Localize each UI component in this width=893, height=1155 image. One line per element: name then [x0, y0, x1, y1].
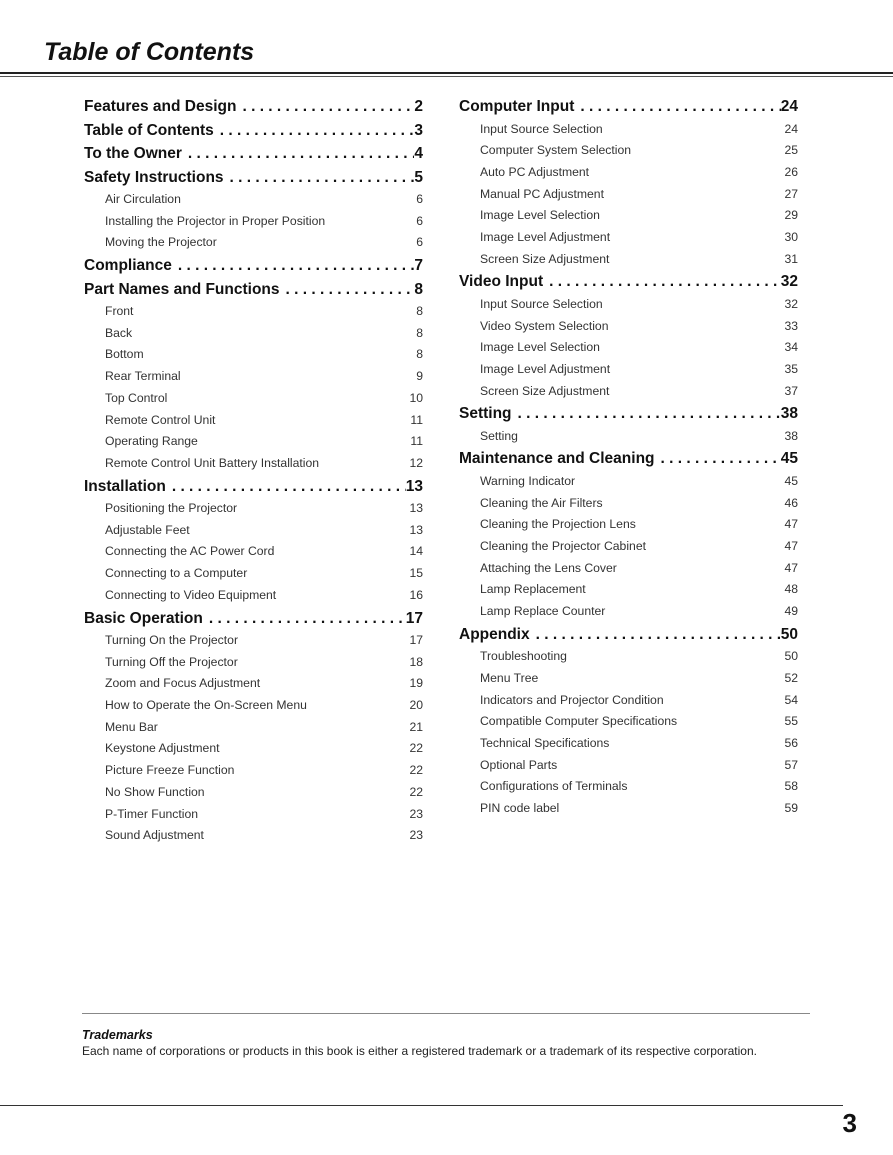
- toc-subsection-entry: [84, 695, 423, 717]
- toc-entry-title: Table of Contents: [84, 121, 214, 139]
- toc-entry-title: Installing the Projector in Proper Position: [105, 213, 326, 228]
- toc-page-number: 8: [416, 347, 423, 362]
- toc-entry-title: Basic Operation: [84, 609, 203, 627]
- toc-subsection-entry: [84, 410, 423, 432]
- toc-section-entry: [84, 166, 423, 190]
- toc-entry-title: Optional Parts: [480, 757, 558, 772]
- toc-entry-title: PIN code label: [480, 801, 560, 816]
- toc-page-number: 25: [784, 143, 798, 158]
- toc-entry-title: Cleaning the Projector Cabinet: [480, 539, 646, 553]
- toc-entry-title: Top Control: [105, 390, 168, 405]
- toc-page-number: 32: [784, 296, 798, 311]
- toc-entry-title: How to Operate the On-Screen Menu: [105, 698, 307, 713]
- toc-page-number: 3: [414, 121, 423, 139]
- toc-subsection-entry: [84, 431, 423, 453]
- toc-subsection-entry: [459, 601, 798, 623]
- toc-page-number: 47: [784, 517, 798, 532]
- toc-page-number: 30: [784, 229, 798, 244]
- toc-page-number: 47: [784, 539, 798, 553]
- toc-entry-title: Computer Input: [459, 98, 575, 115]
- toc-subsection-entry: [84, 585, 423, 607]
- bottom-rule: [0, 1105, 843, 1106]
- toc-entry-title: Cleaning the Air Filters: [480, 495, 603, 510]
- toc-page-number: 29: [784, 208, 798, 223]
- toc-page-number: 4: [414, 145, 423, 162]
- toc-subsection-entry: [459, 558, 798, 580]
- toc-page-number: 49: [784, 604, 798, 619]
- title-rule: [0, 72, 893, 74]
- toc-entry-title: Sound Adjustment: [105, 828, 204, 843]
- toc-page-number: 17: [409, 633, 423, 647]
- toc-entry-title: Maintenance and Cleaning: [459, 450, 655, 468]
- toc-section-entry: [84, 278, 423, 302]
- dot-leader: [536, 623, 781, 647]
- toc-page-number: 22: [409, 784, 423, 799]
- toc-subsection-entry: [84, 388, 423, 410]
- toc-subsection-entry: [84, 453, 423, 475]
- toc-subsection-entry: [459, 690, 798, 712]
- title-rule-thin: [0, 76, 893, 77]
- toc-entry-title: Image Level Adjustment: [480, 361, 611, 376]
- toc-page-number: 11: [410, 412, 423, 427]
- toc-subsection-entry: [84, 498, 423, 520]
- page-title: Table of Contents: [44, 38, 255, 66]
- toc-page-number: 12: [409, 455, 423, 470]
- toc-subsection-entry: [459, 493, 798, 515]
- toc-subsection-entry: [84, 323, 423, 345]
- toc-page-number: 45: [784, 473, 798, 488]
- toc-subsection-entry: [459, 776, 798, 798]
- toc-entry-title: Compatible Computer Specifications: [480, 714, 678, 729]
- toc-entry-title: Back: [105, 325, 133, 340]
- toc-subsection-entry: [84, 760, 423, 782]
- toc-entry-title: Moving the Projector: [105, 235, 217, 250]
- toc-entry-title: Lamp Replacement: [480, 582, 586, 597]
- toc-page-number: 23: [409, 828, 423, 843]
- toc-page-number: 8: [416, 325, 423, 340]
- toc-page-number: 5: [414, 168, 423, 186]
- toc-page-number: 46: [784, 495, 798, 510]
- toc-subsection-entry: [459, 426, 798, 448]
- toc-entry-title: Zoom and Focus Adjustment: [105, 676, 261, 691]
- toc-entry-title: To the Owner: [84, 145, 182, 162]
- toc-page-number: 13: [405, 477, 423, 495]
- toc-subsection-entry: [459, 579, 798, 601]
- toc-entry-title: Setting: [480, 428, 518, 443]
- toc-page-number: 6: [416, 213, 423, 228]
- toc-page-number: 13: [409, 522, 423, 537]
- toc-subsection-entry: [84, 738, 423, 760]
- toc-section-entry: [84, 607, 423, 631]
- toc-subsection-entry: [84, 520, 423, 542]
- toc-page-number: 57: [784, 757, 798, 772]
- toc-page-number: 55: [784, 714, 798, 729]
- toc-entry-title: Picture Freeze Function: [105, 763, 235, 778]
- toc-subsection-entry: [459, 337, 798, 359]
- toc-subsection-entry: [84, 563, 423, 585]
- toc-subsection-entry: [459, 184, 798, 206]
- toc-subsection-entry: [459, 119, 798, 141]
- toc-page-number: 50: [780, 625, 798, 643]
- toc-entry-title: Auto PC Adjustment: [480, 164, 590, 179]
- dot-leader: [230, 166, 415, 190]
- trademarks-text: Each name of corporations or products in this book is either a registered trademark or a trademark of its respective corporation.: [82, 1044, 757, 1058]
- toc-subsection-entry: [459, 294, 798, 316]
- toc-page-number: 24: [784, 121, 798, 136]
- toc-subsection-entry: [459, 711, 798, 733]
- toc-subsection-entry: [459, 798, 798, 820]
- toc-entry-title: Image Level Adjustment: [480, 229, 611, 244]
- toc-entry-title: Operating Range: [105, 434, 198, 449]
- toc-page-number: 13: [409, 501, 423, 516]
- toc-page-number: 6: [416, 235, 423, 250]
- toc-page-number: 59: [784, 801, 798, 816]
- toc-page-number: 8: [414, 280, 423, 298]
- toc-entry-title: Attaching the Lens Cover: [480, 560, 617, 575]
- toc-entry-title: Image Level Selection: [480, 208, 600, 223]
- toc-entry-title: Air Circulation: [105, 192, 181, 206]
- dot-leader: [209, 607, 406, 631]
- toc-entry-title: Menu Tree: [480, 670, 539, 685]
- dot-leader: [286, 278, 415, 302]
- toc-page-number: 2: [414, 98, 423, 115]
- toc-subsection-entry: [459, 471, 798, 493]
- toc-subsection-entry: [459, 381, 798, 403]
- toc-page-number: 26: [784, 164, 798, 179]
- dot-leader: [518, 402, 781, 426]
- dot-leader: [549, 270, 781, 294]
- dot-leader: [178, 254, 415, 278]
- toc-page-number: 24: [780, 98, 798, 115]
- toc-entry-title: Front: [105, 304, 134, 319]
- toc-page-number: 32: [780, 273, 798, 291]
- toc-entry-title: Input Source Selection: [480, 121, 603, 136]
- toc-section-entry: [459, 270, 798, 294]
- toc-page-number: 18: [409, 654, 423, 669]
- dot-leader: [172, 475, 406, 499]
- toc-subsection-entry: [459, 646, 798, 668]
- toc-entry-title: Lamp Replace Counter: [480, 604, 606, 619]
- toc-entry-title: Screen Size Adjustment: [480, 383, 610, 398]
- toc-entry-title: Computer System Selection: [480, 143, 632, 158]
- toc-page-number: 16: [409, 587, 423, 602]
- toc-section-entry: [459, 95, 798, 119]
- toc-page-number: 11: [410, 434, 423, 449]
- toc-subsection-entry: [84, 301, 423, 323]
- toc-entry-title: Safety Instructions: [84, 168, 224, 186]
- toc-entry-title: P-Timer Function: [105, 806, 199, 821]
- toc-page-number: 54: [784, 692, 798, 707]
- toc-subsection-entry: [459, 205, 798, 227]
- toc-page-number: 17: [405, 609, 423, 627]
- toc-page-number: 33: [784, 318, 798, 333]
- toc-entry-title: Input Source Selection: [480, 296, 603, 311]
- toc-subsection-entry: [459, 536, 798, 558]
- toc-section-entry: [84, 95, 423, 119]
- dot-leader: [220, 119, 415, 143]
- toc-subsection-entry: [459, 668, 798, 690]
- toc-entry-title: Rear Terminal: [105, 369, 181, 384]
- toc-page-number: 23: [409, 806, 423, 821]
- toc-page-number: 50: [784, 649, 798, 664]
- dot-leader: [188, 142, 414, 166]
- trademarks-heading: Trademarks: [82, 1028, 153, 1042]
- toc-entry-title: Troubleshooting: [480, 649, 567, 664]
- toc-subsection-entry: [84, 366, 423, 388]
- toc-subsection-entry: [84, 652, 423, 674]
- toc-page-number: 14: [409, 544, 423, 559]
- toc-subsection-entry: [84, 717, 423, 739]
- toc-page-number: 38: [780, 405, 798, 423]
- toc-entry-title: Turning On the Projector: [105, 633, 238, 647]
- toc-page-number: 22: [409, 763, 423, 778]
- toc-entry-title: Image Level Selection: [480, 340, 600, 355]
- toc-page-number: 56: [784, 736, 798, 750]
- toc-page-number: 19: [409, 676, 423, 691]
- toc-entry-title: Screen Size Adjustment: [480, 251, 610, 266]
- toc-subsection-entry: [459, 755, 798, 777]
- toc-subsection-entry: [459, 140, 798, 162]
- toc-page-number: 37: [784, 383, 798, 398]
- toc-section-entry: [84, 475, 423, 499]
- toc-page-number: 15: [409, 566, 423, 581]
- toc-page-number: 27: [784, 186, 798, 201]
- toc-entry-title: Appendix: [459, 625, 530, 643]
- toc-subsection-entry: [459, 359, 798, 381]
- toc-entry-title: Remote Control Unit Battery Installation: [105, 455, 320, 470]
- toc-subsection-entry: [84, 804, 423, 826]
- toc-section-entry: [84, 119, 423, 143]
- toc-page-number: 20: [409, 698, 423, 713]
- toc-entry-title: Video Input: [459, 273, 544, 291]
- toc-left-column: [84, 95, 423, 847]
- toc-page-number: 21: [409, 719, 423, 734]
- toc-subsection-entry: [459, 733, 798, 755]
- toc-subsection-entry: [84, 630, 423, 652]
- toc-subsection-entry: [84, 541, 423, 563]
- footer-rule: [82, 1013, 810, 1014]
- toc-page-number: 8: [416, 304, 423, 319]
- toc-page-number: 34: [784, 340, 798, 355]
- toc-entry-title: Indicators and Projector Condition: [480, 692, 664, 707]
- dot-leader: [661, 447, 781, 471]
- toc-section-entry: [459, 447, 798, 471]
- toc-subsection-entry: [459, 162, 798, 184]
- toc-entry-title: Manual PC Adjustment: [480, 186, 604, 201]
- toc-entry-title: Turning Off the Projector: [105, 654, 238, 669]
- toc-entry-title: Bottom: [105, 347, 144, 362]
- toc-page-number: 35: [784, 361, 798, 376]
- toc-entry-title: Connecting to a Computer: [105, 566, 248, 581]
- toc-subsection-entry: [84, 673, 423, 695]
- toc-subsection-entry: [84, 782, 423, 804]
- toc-section-entry: [84, 254, 423, 278]
- toc-entry-title: Remote Control Unit: [105, 412, 216, 427]
- toc-page-number: 47: [784, 560, 798, 575]
- toc-subsection-entry: [84, 344, 423, 366]
- toc-entry-title: Warning Indicator: [480, 473, 576, 488]
- toc-entry-title: Configurations of Terminals: [480, 779, 628, 794]
- page-number: 3: [842, 1108, 857, 1138]
- toc-entry-title: Setting: [459, 405, 512, 423]
- toc-page-number: 10: [409, 390, 423, 405]
- toc-entry-title: Installation: [84, 477, 166, 495]
- dot-leader: [580, 95, 780, 119]
- toc-page-number: 6: [416, 192, 423, 206]
- toc-page-number: 52: [784, 670, 798, 685]
- toc-subsection-entry: [459, 316, 798, 338]
- toc-page-number: 31: [784, 251, 798, 266]
- toc-entry-title: Cleaning the Projection Lens: [480, 517, 636, 532]
- toc-entry-title: Compliance: [84, 257, 172, 275]
- toc-entry-title: Connecting the AC Power Cord: [105, 544, 275, 559]
- toc-subsection-entry: [84, 232, 423, 254]
- toc-entry-title: Video System Selection: [480, 318, 609, 333]
- toc-section-entry: [459, 402, 798, 426]
- toc-section-entry: [84, 142, 423, 166]
- toc-subsection-entry: [84, 825, 423, 847]
- toc-subsection-entry: [459, 249, 798, 271]
- toc-subsection-entry: [84, 189, 423, 211]
- toc-entry-title: Features and Design: [84, 98, 237, 115]
- toc-page-number: 45: [780, 450, 798, 468]
- toc-subsection-entry: [459, 514, 798, 536]
- toc-page-number: 22: [409, 741, 423, 756]
- toc-subsection-entry: [459, 227, 798, 249]
- toc-entry-title: Connecting to Video Equipment: [105, 587, 277, 602]
- toc-entry-title: Part Names and Functions: [84, 280, 280, 298]
- toc-entry-title: No Show Function: [105, 784, 205, 799]
- toc-section-entry: [459, 623, 798, 647]
- toc-entry-title: Positioning the Projector: [105, 501, 238, 516]
- toc-entry-title: Menu Bar: [105, 719, 158, 734]
- toc-page-number: 7: [414, 257, 423, 275]
- toc-subsection-entry: [84, 211, 423, 233]
- toc-entry-title: Adjustable Feet: [105, 522, 190, 537]
- toc-page-number: 38: [784, 428, 798, 443]
- toc-entry-title: Keystone Adjustment: [105, 741, 220, 756]
- toc-page-number: 58: [784, 779, 798, 794]
- toc-page-number: 48: [784, 582, 798, 597]
- toc-entry-title: Technical Specifications: [480, 736, 610, 750]
- toc-right-column: [459, 95, 798, 820]
- dot-leader: [242, 95, 414, 119]
- toc-page-number: 9: [416, 369, 423, 384]
